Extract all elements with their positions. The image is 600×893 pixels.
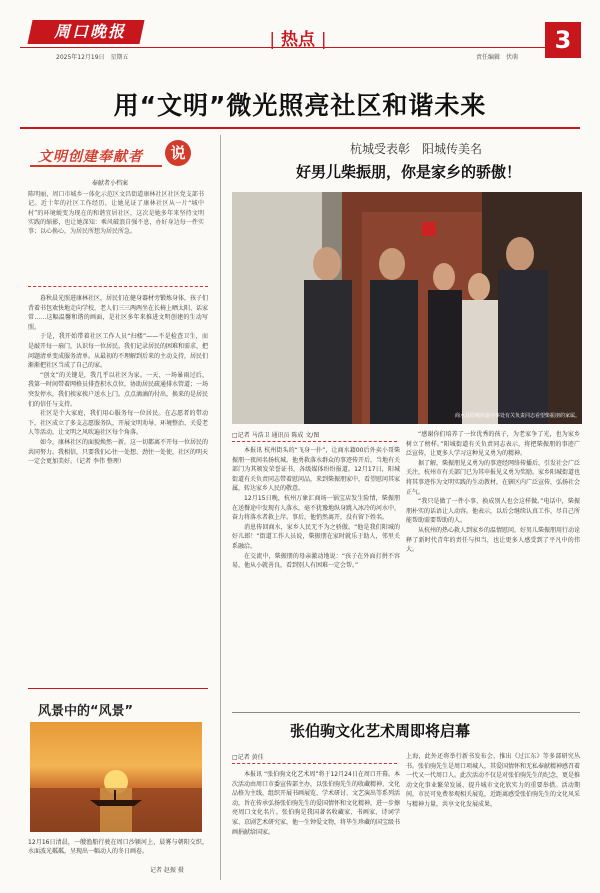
story-headline: 好男儿柴振朋，你是家乡的骄傲！ [296,163,522,181]
story-2-byline-separator [232,763,397,764]
sunset-river-photo [30,722,202,832]
story-2-col-1: 本报讯 “张伯驹文化艺术周”将于12月24日在周口开幕。本次活动由周口市委宣传部主办，以张伯驹先生的收藏精神、文化品格为主线，组织开展书画展览、学术研讨、文艺演出等系列活动，旨在传承弘扬张伯驹先生的爱国情怀和文化精神，进一步擦亮周口文化名片。张伯驹是我国著名收藏家、书画家、诗词学家、京剧艺术研究家，他一生钟爱文物，将毕生珍藏的国宝级书画捐献给国家。 [232,771,400,836]
section-label: | 热点 | [269,30,327,50]
section-title: 热点 [281,30,315,50]
story-para: 在交流中，柴振朋的母亲激动地说：“孩子在外面打拼不容易，他从小就善良，看到别人有困难一定会帮。” [232,552,400,570]
left-para: 社区是个大家庭，我们用心服务每一位居民。在志愿者的带动下，社区成立了多支志愿服务队，开展文明劝导、环境整治、关爱老人等活动，让文明之风吹遍社区每个角落。 [28,410,208,437]
story-para: 12月15日晚，杭州万象汇商场一锅宝店发生险情，柴振朋在送餐途中发现有人落水，毫不犹豫地纵身跳入冰冷的河水中，奋力将落水者救上岸。事后，他悄然离开，没有留下姓名。 [232,494,400,522]
story-para: 消息传回商水，家乡人民无不为之骄傲。“他是我们阳城的好儿郎！”街道工作人员说，柴振朋在家时就乐于助人，邻里关系融洽。 [232,523,400,550]
page-number: 3 [545,22,581,58]
left-para: “创文”的关键是，我几乎以社区为家。一天、一场暴雨过后，我第一时间带着网格员排查积水点位，协助居民疏通排水管道；一场突发停水，我们挨家挨户送水上门。点点滴滴的付出，换来的是居民们的信任与支持。 [28,371,208,408]
left-body [28,294,208,682]
profile-separator [28,286,208,287]
story-byline: □记者 马浩卫 通讯员 陈成 文/图 [232,432,320,439]
left-para: 暮秋晨光照进康林社区，居民们在健身器材旁锻炼身体，孩子们背着书包欢快地走向学校，老人们三三两两坐在长椅上晒太阳、话家常……这幅温馨和谐的画面，是社区多年来推进文明创建的生动写照。 [28,295,208,331]
profile-box: 陈明丽，周口市城乡一体化示范区文昌街道康林社区社区党支部书记。近十年的社区工作经历，让她见证了康林社区从一片“城中村”的环境蜕变为现在的和谐宜居社区，这次是她多年来坚持文明实践的缩影，也让她深知：乘风破浪自强不息，办好身边每一件实事；以心换心，为居民所想为居民所急。 [28,191,204,236]
story-para: 从杭州的热心救人到家乡的温情慰问，好男儿柴振朋用行动诠释了新时代青年的责任与担当，也让更多人感受到了平凡中的伟大。 [406,526,580,554]
date-line: 2025年12月19日 星期五 [56,54,129,61]
feature-photo-caption: 12月16日清晨，一艘渔船行驶在周口沙颍河上，晨雾与朝阳交织，水面波光粼粼，呈现出一幅动人的冬日画卷。 [28,839,208,856]
feature-photo-credit: 记者 赵振 摄 [150,867,184,874]
headline-rule [20,127,580,129]
story-2-col-2: 上海，此外还将举行新书发布会，推出《过江东》等多部研究丛书。张伯驹先生是周口项城人，其爱国情怀和无私奉献精神感召着一代又一代周口人。此次活动不仅是对张伯驹先生的纪念，更是推动文化事业繁荣发展、提升城市文化软实力的重要举措。活动期间，市民可免费参观相关展览，近距离感受张伯驹先生的文化风采与精神力量，共享文化发展成果。 [406,753,580,808]
column-divider [220,135,221,880]
story-col-2 [406,430,580,614]
visit-photo-caption: 商水县阳城街道办事处有关负责同志看望柴振朋的家属。 [454,413,580,419]
story-separator [232,712,580,713]
story-para: “我只是做了一件小事，换成别人也会这样做。”电话中，柴振朋朴实的话语让人动容。他表示，以后会继续认真工作，尽自己所能帮助需要帮助的人。 [406,498,580,525]
story-para: “感谢你们培养了一位优秀的孩子，为老家争了光，也为家乡树立了榜样。”阳城街道有关负责同志表示，将把柴振朋的事迹广泛宣传，让更多人学习这种见义勇为的精神。 [406,431,580,458]
story-2-headline: 张伯驹文化艺术周即将启幕 [290,722,471,740]
left-para: 如今，康林社区的面貌焕然一新，这一切都离不开每一位居民的共同努力。我相信，只要我们心往一处想、劲往一处使，社区的明天一定会更加美好。（记者 李伟 整理） [28,438,208,466]
visit-photo [232,192,582,424]
story-2-byline: □记者 黄佳 [232,754,264,761]
story-para: 据了解，柴振朋见义勇为的事迹经网络传播后，引发社会广泛关注，杭州市有关部门已为其申报见义勇为奖励。家乡阳城街道也将其事迹作为文明实践的生动教材，在辖区内广泛宣传，弘扬社会正气。 [406,459,580,496]
editor-line: 责任编辑 伏萌 [476,54,519,61]
left-para: 于是，我开始带着社区工作人员“扫楼”——不是检查卫生，而是敲开每一扇门，认识每一位居民。我们记录居民的困难和需求，把问题清单变成服务清单。从最初的不理解到后来的主动支持，居民们渐渐把社区当成了自己的家。 [28,333,208,370]
main-headline: 用“文明”微光照亮社区和谐未来 [113,91,487,120]
story-para: 本报讯 杭州街头的“飞身一扑”，让商水籍00后外卖小哥柴振朋一夜间名扬杭城。他勇救落水群众的事迹传开后，当地有关部门为其颁发荣誉证书，各级媒体纷纷报道。12月17日，阳城街道有关负责同志带着慰问品，来到柴振朋家中，看望慰问其家属，转达家乡人民的敬意。 [232,447,400,493]
story-col-1 [232,446,400,614]
profile-label: 奉献者小档案 [91,180,128,187]
banner-badge: 说 [165,140,191,166]
kicker: 杭城受表彰 阳城传美名 [350,142,483,156]
feature-photo-title: 风景中的“风景” [38,704,134,719]
section-banner: 文明创建奉献者 [38,149,143,165]
masthead-text: 周口晚报 [53,22,126,41]
photo-separator [28,688,208,689]
byline-separator [232,441,397,442]
